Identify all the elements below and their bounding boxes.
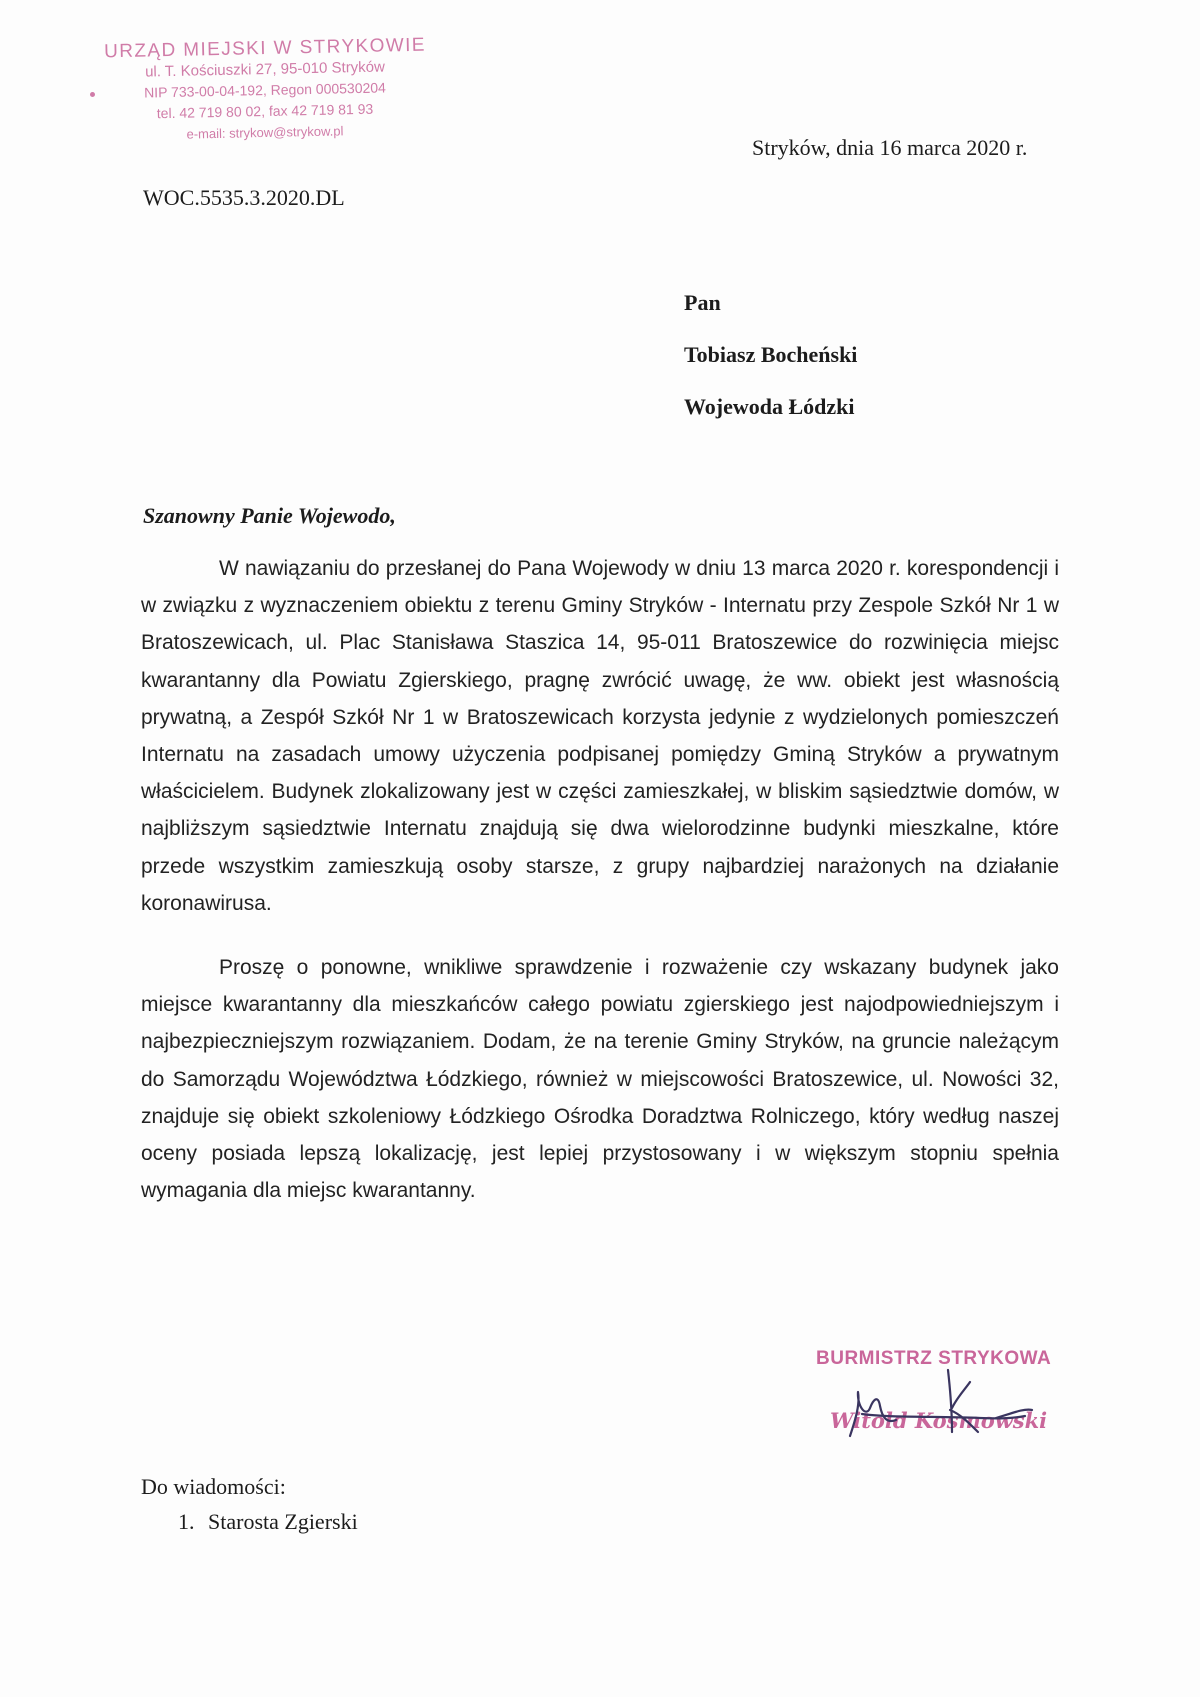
place-date: Stryków, dnia 16 marca 2020 r.: [752, 135, 1028, 160]
stamp-line-office: URZĄD MIEJSKI W STRYKOWIE: [103, 34, 427, 63]
cc-item-number: 1.: [178, 1509, 195, 1534]
cc-item-text: Starosta Zgierski: [208, 1509, 358, 1534]
cc-label: Do wiadomości:: [141, 1474, 286, 1499]
handwritten-signature: [800, 1348, 1080, 1458]
signature-block: [800, 1348, 1080, 1458]
stamp-line-nip: NIP 733-00-04-192, Regon 000530204: [143, 79, 387, 101]
recipient-name: Tobiasz Bocheński: [684, 342, 858, 367]
body-paragraph-1: W nawiązaniu do przesłanej do Pana Wojewody w dniu 13 marca 2020 r. korespondencji i w związku z wyznaczeniem obiektu z terenu Gminy Stryków - Internatu przy Zespole Szkół Nr 1 w Bratoszewicach, ul. Plac Stanisława Staszica 14, 95-011 Bratoszewice do rozwinięcia miejsc kwarantanny dla Powiatu Zgierskiego, pragnę zwrócić uwagę, że ww. obiekt jest własnością prywatną, a Zespół Szkół Nr 1 w Bratoszewicach korzysta jedynie z wydzielonych pomieszczeń Internatu na zasadach umowy użyczenia podpisanej pomiędzy Gminą Stryków a prywatnym właścicielem. Budynek zlokalizowany jest w części zamieszkałej, w bliskim sąsiedztwie domów, w najbliższym sąsiedztwie Internatu znajdują się dwa wielorodzinne budynki mieszkalne, które przede wszystkim zamieszkują osoby starsze, z grupy najbardziej narażonych na działanie koronawirusa.: [141, 557, 1059, 915]
recipient-honorific: Pan: [684, 290, 721, 315]
signatory-name-stamp: Witold Kosmowski: [830, 1408, 1048, 1433]
recipient-title: Wojewoda Łódzki: [684, 394, 855, 419]
letter-body: [141, 550, 1059, 1209]
cc-item: [178, 1509, 358, 1535]
recipient-block: [684, 290, 857, 446]
stamp-line-address: ul. T. Kościuszki 27, 95-010 Stryków: [144, 58, 386, 81]
stamp-line-phone: tel. 42 719 80 02, fax 42 719 81 93: [156, 100, 374, 122]
signatory-title-stamp: BURMISTRZ STRYKOWA: [816, 1348, 1052, 1369]
cc-list: [178, 1509, 358, 1535]
case-number: WOC.5535.3.2020.DL: [143, 185, 345, 210]
salutation: Szanowny Panie Wojewodo,: [143, 503, 396, 528]
stamp-line-email: e-mail: strykow@strykow.pl: [186, 123, 344, 142]
body-paragraph-2: Proszę o ponowne, wnikliwe sprawdzenie i rozważenie czy wskazany budynek jako miejsce kwarantanny dla mieszkańców całego powiatu zgierskiego jest najodpowiedniejszym i najbezpieczniejszym rozwiązaniem. Dodam, że na terenie Gminy Stryków, na gruncie należącym do Samorządu Województwa Łódzkiego, również w miejscowości Bratoszewice, ul. Nowości 32, znajduje się obiekt szkoleniowy Łódzkiego Ośrodka Doradztwa Rolniczego, który według naszej oceny posiada lepszą lokalizację, jest lepiej przystosowany i w większym stopniu spełnia wymagania dla miejsc kwarantanny.: [141, 956, 1059, 1203]
office-stamp: [95, 34, 435, 143]
